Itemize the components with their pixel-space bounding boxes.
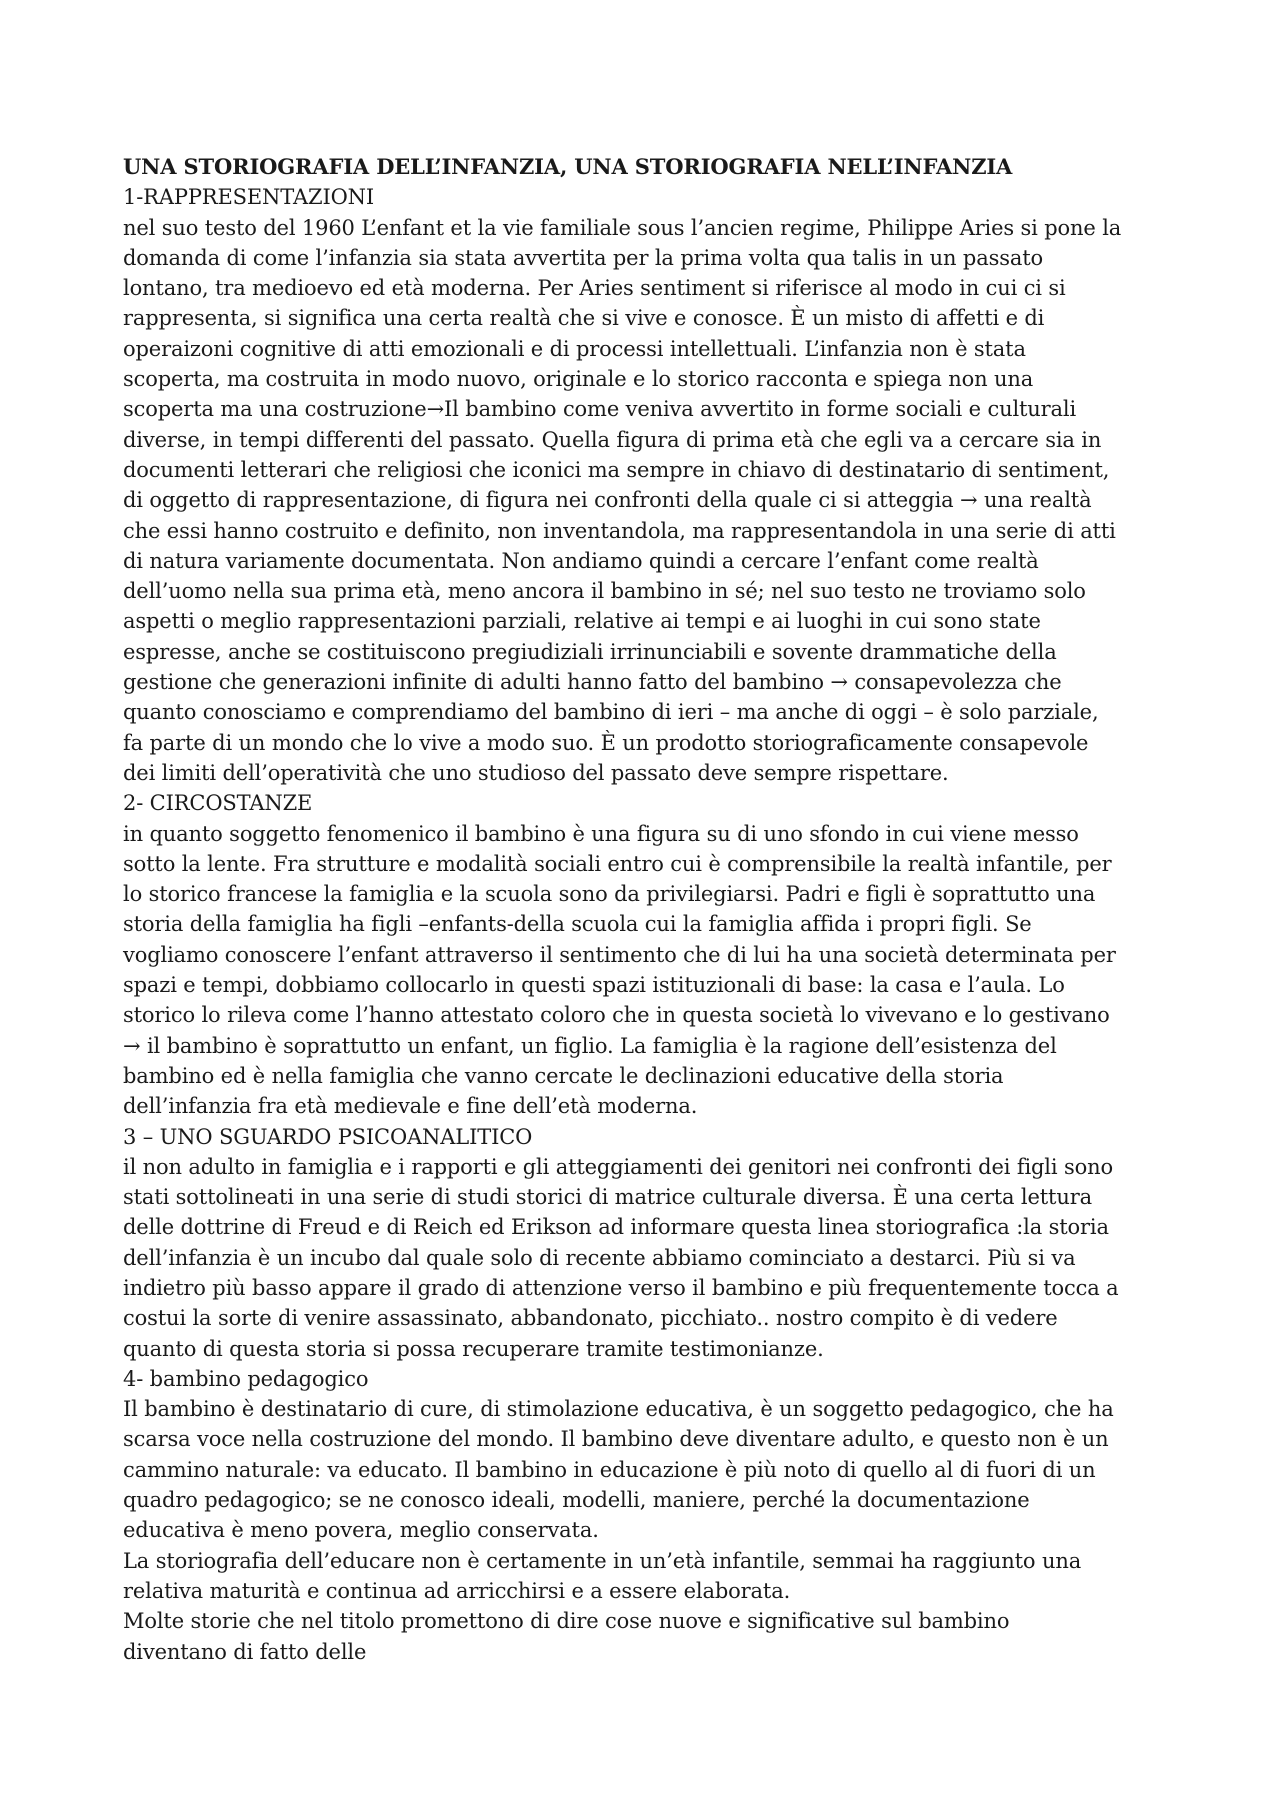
paragraph-line: diventano di fatto delle bbox=[123, 1639, 367, 1664]
paragraph-line: quanto conosciamo e comprendiamo del bambino di ieri – ma anche di oggi – è solo parziale, bbox=[123, 700, 1099, 725]
section-heading: 2- CIRCOSTANZE bbox=[123, 791, 313, 816]
paragraph-line: fa parte di un mondo che lo vive a modo suo. È un prodotto storiograficamente consapevole bbox=[123, 730, 1089, 755]
paragraph-line: dell’infanzia fra età medievale e fine dell’età moderna. bbox=[123, 1094, 698, 1119]
paragraph-line: di oggetto di rappresentazione, di figura nei confronti della quale ci si atteggia → una realtà bbox=[123, 488, 1092, 513]
section-heading: 4- bambino pedagogico bbox=[123, 1366, 369, 1391]
paragraph-line: nel suo testo del 1960 L’enfant et la vie familiale sous l’ancien regime, Philippe Aries si pone la bbox=[123, 215, 1122, 240]
document-title: UNA STORIOGRAFIA DELL’INFANZIA, UNA STORIOGRAFIA NELL’INFANZIA bbox=[123, 154, 1013, 179]
paragraph-line: storia della famiglia ha figli –enfants-della scuola cui la famiglia affida i propri figli. Se bbox=[123, 912, 1032, 937]
section-heading: 3 – UNO SGUARDO PSICOANALITICO bbox=[123, 1124, 533, 1149]
paragraph-line: Molte storie che nel titolo promettono di dire cose nuove e significative sul bambino bbox=[123, 1609, 1010, 1634]
paragraph-line: storico lo rileva come l’hanno attestato coloro che in questa società lo vivevano e lo gestivano bbox=[123, 1003, 1110, 1028]
paragraph-line: quanto di questa storia si possa recuperare tramite testimonianze. bbox=[123, 1336, 824, 1361]
paragraph-line: delle dottrine di Freud e di Reich ed Erikson ad informare questa linea storiografica :la storia bbox=[123, 1215, 1109, 1240]
paragraph-line: lontano, tra medioevo ed età moderna. Per Aries sentiment si riferisce al modo in cui ci si bbox=[123, 276, 1066, 301]
paragraph-line: bambino ed è nella famiglia che vanno cercate le declinazioni educative della storia bbox=[123, 1063, 1004, 1088]
paragraph-line: dei limiti dell’operatività che uno studioso del passato deve sempre rispettare. bbox=[123, 760, 949, 785]
paragraph-line: Il bambino è destinatario di cure, di stimolazione educativa, è un soggetto pedagogico, che ha bbox=[123, 1397, 1114, 1422]
paragraph-line: sotto la lente. Fra strutture e modalità sociali entro cui è comprensibile la realtà infantile, per bbox=[123, 851, 1112, 876]
paragraph-line: scoperta, ma costruita in modo nuovo, originale e lo storico racconta e spiega non una bbox=[123, 367, 1034, 392]
paragraph-line: relativa maturità e continua ad arricchirsi e a essere elaborata. bbox=[123, 1578, 791, 1603]
paragraph-line: domanda di come l’infanzia sia stata avvertita per la prima volta qua talis in un passato bbox=[123, 245, 1044, 270]
paragraph-line: operaizoni cognitive di atti emozionali e di processi intellettuali. L’infanzia non è stata bbox=[123, 336, 1026, 361]
paragraph-line: indietro più basso appare il grado di attenzione verso il bambino e più frequentemente tocca a bbox=[123, 1275, 1119, 1300]
paragraph-line: scarsa voce nella costruzione del mondo. Il bambino deve diventare adulto, e questo non è un bbox=[123, 1427, 1109, 1452]
paragraph-line: La storiografia dell’educare non è certamente in un’età infantile, semmai ha raggiunto una bbox=[123, 1548, 1082, 1573]
paragraph-line: documenti letterari che religiosi che iconici ma sempre in chiavo di destinatario di sentiment, bbox=[123, 457, 1110, 482]
paragraph-line: rappresenta, si significa una certa realtà che si vive e conosce. È un misto di affetti e di bbox=[123, 306, 1045, 331]
paragraph-line: cammino naturale: va educato. Il bambino in educazione è più noto di quello al di fuori di un bbox=[123, 1457, 1096, 1482]
paragraph-line: → il bambino è soprattutto un enfant, un figlio. La famiglia è la ragione dell’esistenza del bbox=[123, 1033, 1057, 1058]
paragraph-line: costui la sorte di venire assassinato, abbandonato, picchiato.. nostro compito è di vedere bbox=[123, 1306, 1058, 1331]
sections-container bbox=[123, 182, 1183, 1667]
paragraph-line: di natura variamente documentata. Non andiamo quindi a cercare l’enfant come realtà bbox=[123, 548, 1039, 573]
section-heading: 1-RAPPRESENTAZIONI bbox=[123, 185, 375, 210]
paragraph-line: aspetti o meglio rappresentazioni parziali, relative ai tempi e ai luoghi in cui sono state bbox=[123, 609, 1041, 634]
paragraph-line: il non adulto in famiglia e i rapporti e gli atteggiamenti dei genitori nei confronti dei figli sono bbox=[123, 1154, 1113, 1179]
paragraph-line: scoperta ma una costruzione→Il bambino come veniva avvertito in forme sociali e culturali bbox=[123, 397, 1077, 422]
paragraph-line: dell’uomo nella sua prima età, meno ancora il bambino in sé; nel suo testo ne troviamo solo bbox=[123, 579, 1086, 604]
paragraph-line: stati sottolineati in una serie di studi storici di matrice culturale diversa. È una certa lettura bbox=[123, 1185, 1092, 1210]
paragraph-line: quadro pedagogico; se ne conosco ideali, modelli, maniere, perché la documentazione bbox=[123, 1488, 1030, 1513]
paragraph-line: vogliamo conoscere l’enfant attraverso il sentimento che di lui ha una società determinata per bbox=[123, 942, 1116, 967]
paragraph-line: lo storico francese la famiglia e la scuola sono da privilegiarsi. Padri e figli è soprattutto una bbox=[123, 882, 1096, 907]
paragraph-line: che essi hanno costruito e definito, non inventandola, ma rappresentandola in una serie di atti bbox=[123, 518, 1116, 543]
document-body bbox=[123, 152, 1183, 1667]
paragraph-line: in quanto soggetto fenomenico il bambino è una figura su di uno sfondo in cui viene messo bbox=[123, 821, 1079, 846]
paragraph-line: espresse, anche se costituiscono pregiudiziali irrinunciabili e sovente drammatiche della bbox=[123, 639, 1057, 664]
paragraph-line: diverse, in tempi differenti del passato. Quella figura di prima età che egli va a cercare sia in bbox=[123, 427, 1102, 452]
paragraph-line: gestione che generazioni infinite di adulti hanno fatto del bambino → consapevolezza che bbox=[123, 670, 1062, 695]
paragraph-line: spazi e tempi, dobbiamo collocarlo in questi spazi istituzionali di base: la casa e l’aula. Lo bbox=[123, 973, 1065, 998]
paragraph-line: educativa è meno povera, meglio conservata. bbox=[123, 1518, 599, 1543]
paragraph-line: dell’infanzia è un incubo dal quale solo di recente abbiamo cominciato a destarci. Più si va bbox=[123, 1245, 1076, 1270]
